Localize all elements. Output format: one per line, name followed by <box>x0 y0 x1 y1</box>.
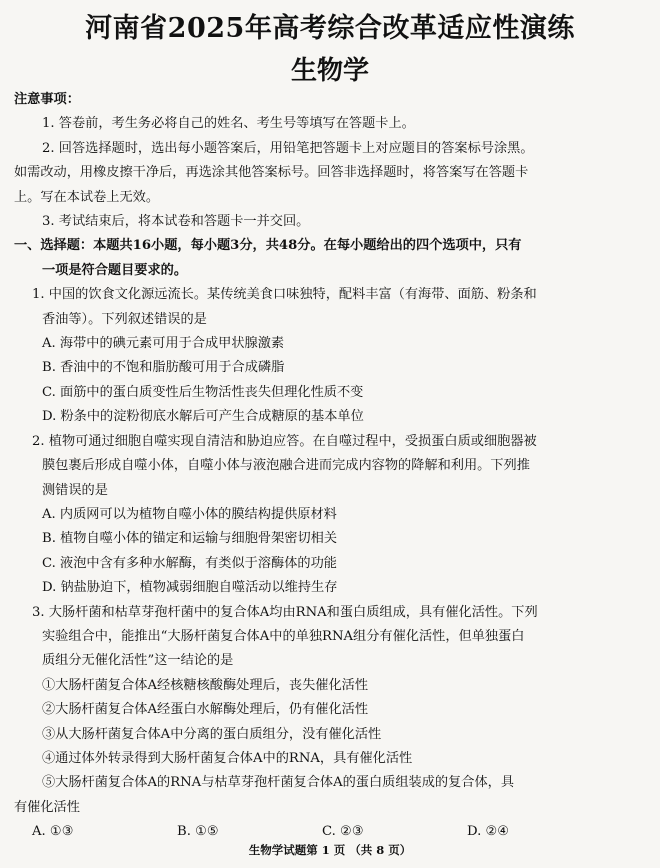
notice-item-1: 1. 答卷前，考生务必将自己的姓名、考生号等填写在答题卡上。 <box>42 116 415 132</box>
notice-item-2-cont: 如需改动，用橡皮擦干净后，再选涂其他答案标号。回答非选择题时，将答案写在答题卡 <box>14 165 529 181</box>
question-2-stem-cont2: 测错误的是 <box>42 482 108 498</box>
question-3-option-a: A. ①③ <box>32 824 74 840</box>
question-3-stem-cont2: 质组分无催化活性”这一结论的是 <box>42 653 234 669</box>
question-2-option-a: A. 内质网可以为植物自噬小体的膜结构提供原材料 <box>42 506 337 522</box>
exam-title: 河南省2025年高考综合改革适应性演练 <box>85 13 575 44</box>
notice-item-2: 2. 回答选择题时，选出每小题答案后，用铅笔把答题卡上对应题目的答案标号涂黑。 <box>42 140 534 156</box>
question-3-statement-5-cont: 有催化活性 <box>14 799 80 815</box>
section-heading-cont: 一项是符合题目要求的。 <box>42 262 188 278</box>
question-3-options <box>14 820 644 844</box>
question-1-stem: 1. 中国的饮食文化源远流长。某传统美食口味独特，配料丰富（有海带、面筋、粉条和 <box>32 287 537 303</box>
question-3-statement-1: ①大肠杆菌复合体A经核糖核酸酶处理后，丧失催化活性 <box>42 677 369 693</box>
notice-item-2-cont2: 上。写在本试卷上无效。 <box>14 189 160 205</box>
question-3-option-d: D. ②④ <box>467 824 510 840</box>
notice-item-3: 3. 考试结束后，将本试卷和答题卡一并交回。 <box>42 214 310 230</box>
question-2-stem-cont: 膜包裹后形成自噬小体，自噬小体与液泡融合进而完成内容物的降解和利用。下列推 <box>42 458 530 474</box>
question-2-option-b: B. 植物自噬小体的锚定和运输与细胞骨架密切相关 <box>42 531 338 547</box>
question-3-stem-cont: 实验组合中，能推出“大肠杆菌复合体A中的单独RNA组分有催化活性，但单独蛋白 <box>42 628 525 644</box>
question-1-option-b: B. 香油中的不饱和脂肪酸可用于合成磷脂 <box>42 360 285 376</box>
question-3-statement-4: ④通过体外转录得到大肠杆菌复合体A中的RNA，具有催化活性 <box>42 750 413 766</box>
notice-heading: 注意事项： <box>14 92 80 107</box>
exam-content <box>14 88 644 845</box>
question-2-option-d: D. 钠盐胁迫下，植物减弱细胞自噬活动以维持生存 <box>42 580 338 596</box>
question-1-option-a: A. 海带中的碘元素可用于合成甲状腺激素 <box>42 336 285 352</box>
question-3-statement-5: ⑤大肠杆菌复合体A的RNA与枯草芽孢杆菌复合体A的蛋白质组装成的复合体，具 <box>42 775 515 791</box>
question-3-statement-3: ③从大肠杆菌复合体A中分离的蛋白质组分，没有催化活性 <box>42 726 382 742</box>
question-3-option-b: B. ①⑤ <box>177 824 219 840</box>
page-footer: 生物学试题第 1 页 （共 8 页） <box>248 843 412 857</box>
subject-title: 生物学 <box>290 56 369 86</box>
question-3-stem: 3. 大肠杆菌和枯草芽孢杆菌中的复合体A均由RNA和蛋白质组成，具有催化活性。下列 <box>32 604 538 620</box>
question-3-option-c: C. ②③ <box>322 824 364 840</box>
question-1-option-c: C. 面筋中的蛋白质变性后生物活性丧失但理化性质不变 <box>42 384 364 400</box>
question-2-option-c: C. 液泡中含有多种水解酶，有类似于溶酶体的功能 <box>42 555 337 571</box>
question-1-stem-cont: 香油等）。下列叙述错误的是 <box>42 311 207 327</box>
section-heading: 一、选择题：本题共16小题，每小题3分，共48分。在每小题给出的四个选项中，只有 <box>14 238 522 254</box>
question-1-option-d: D. 粉条中的淀粉彻底水解后可产生合成糖原的基本单位 <box>42 409 364 425</box>
question-3-statement-2: ②大肠杆菌复合体A经蛋白水解酶处理后，仍有催化活性 <box>42 702 369 718</box>
question-2-stem: 2. 植物可通过细胞自噬实现自清洁和胁迫应答。在自噬过程中，受损蛋白质或细胞器被 <box>32 433 537 449</box>
